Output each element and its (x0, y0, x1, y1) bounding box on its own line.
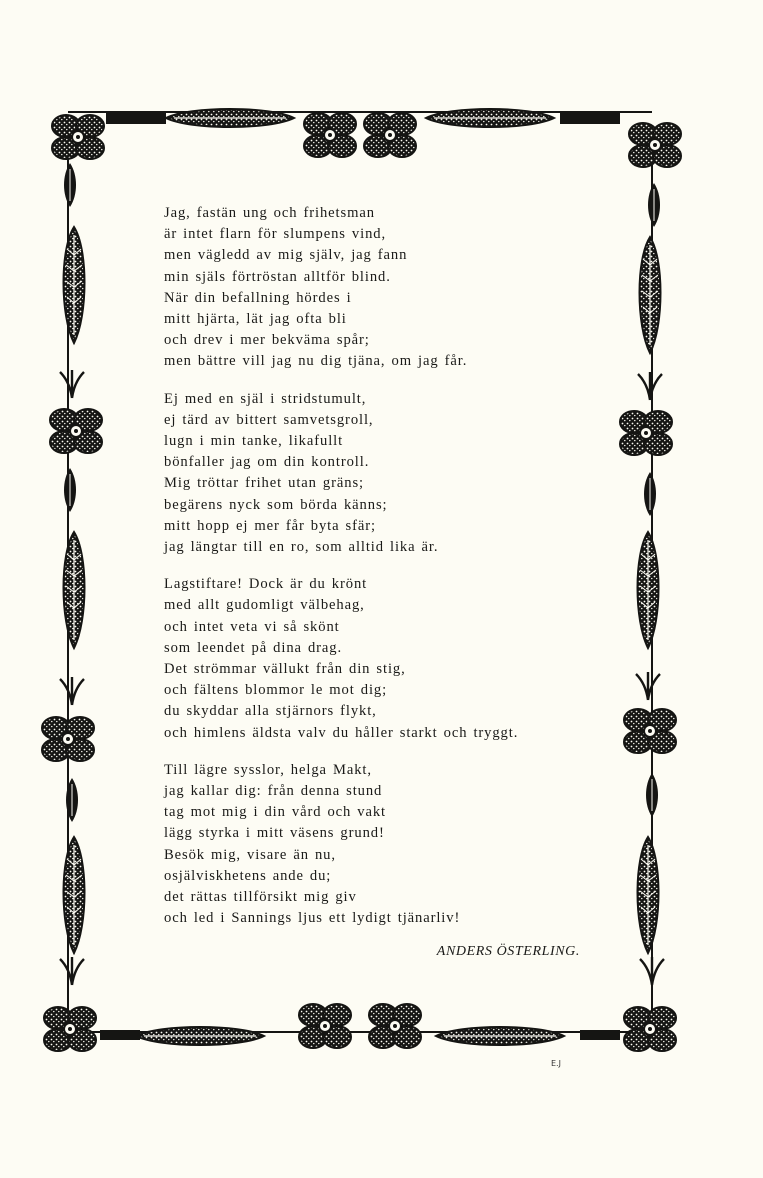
poem-line: tag mot mig i din vård och vakt (164, 804, 387, 821)
poem-text (164, 203, 594, 946)
poem-line: begärens nyck som börda känns; (164, 496, 388, 513)
stanza-2 (164, 389, 594, 559)
poem-line: Ej med en själ i stridstumult, (164, 390, 367, 407)
poem-line: lägg styrka i mitt väsens grund! (164, 825, 385, 842)
poem-line: och himlens äldsta valv du håller starkt och tryggt. (164, 724, 519, 741)
stanza-4 (164, 760, 594, 930)
bottom-border-ornament (44, 1004, 676, 1051)
poem-line: min själs förtröstan alltför blind. (164, 268, 391, 285)
poem-line: det rättas tillförsikt mig giv (164, 889, 357, 906)
stanza-1 (164, 203, 594, 373)
poem-line: När din befallning hördes i (164, 289, 352, 306)
poem-line: och led i Sannings ljus ett lydigt tjänarliv! (164, 910, 461, 927)
poem-line: Jag, fastän ung och frihetsman (164, 205, 375, 221)
poem-line: men bättre vill jag nu dig tjäna, om jag får. (164, 353, 468, 370)
poem-line: Till lägre sysslor, helga Makt, (164, 761, 372, 778)
poem-line: jag längtar till en ro, som alltid lika är. (164, 539, 439, 556)
stanza-3 (164, 574, 594, 744)
poem-line: osjälviskhetens ande du; (164, 867, 332, 884)
poem-line: men vägledd av mig själv, jag fann (164, 247, 408, 264)
poem-line: Lagstiftare! Dock är du krönt (164, 576, 368, 593)
author-signature: ANDERS ÖSTERLING. (436, 944, 580, 959)
artist-monogram: E.J (551, 1059, 561, 1068)
poem-line: lugn i min tanke, likafullt (164, 433, 344, 450)
poem-line: och intet veta vi så skönt (164, 618, 340, 635)
poem-line: och drev i mer bekväma spår; (164, 332, 370, 349)
poem-line: mitt hopp ej mer får byta sfär; (164, 517, 376, 534)
poem-line: bönfaller jag om din kontroll. (164, 454, 370, 471)
poem-line: Mig tröttar frihet utan gräns; (164, 475, 364, 492)
poem-line: du skyddar alla stjärnors flykt, (164, 703, 377, 720)
poem-line: ej tärd av bittert samvetsgroll, (164, 411, 374, 428)
left-border-ornament (42, 163, 102, 985)
poem-line: Besök mig, visare än nu, (164, 846, 336, 863)
right-border-ornament (620, 183, 676, 985)
poem-line: mitt hjärta, lät jag ofta bli (164, 311, 347, 328)
poem-line: är intet flarn för slumpens vind, (164, 226, 387, 243)
poem-line: jag kallar dig: från denna stund (164, 783, 383, 800)
poem-line: med allt gudomligt välbehag, (164, 597, 365, 614)
poem-line: som leendet på dina drag. (164, 639, 343, 656)
poem-line: och fältens blommor le mot dig; (164, 682, 388, 699)
top-border-ornament (52, 109, 681, 167)
poem-line: Det strömmar vällukt från din stig, (164, 661, 406, 678)
